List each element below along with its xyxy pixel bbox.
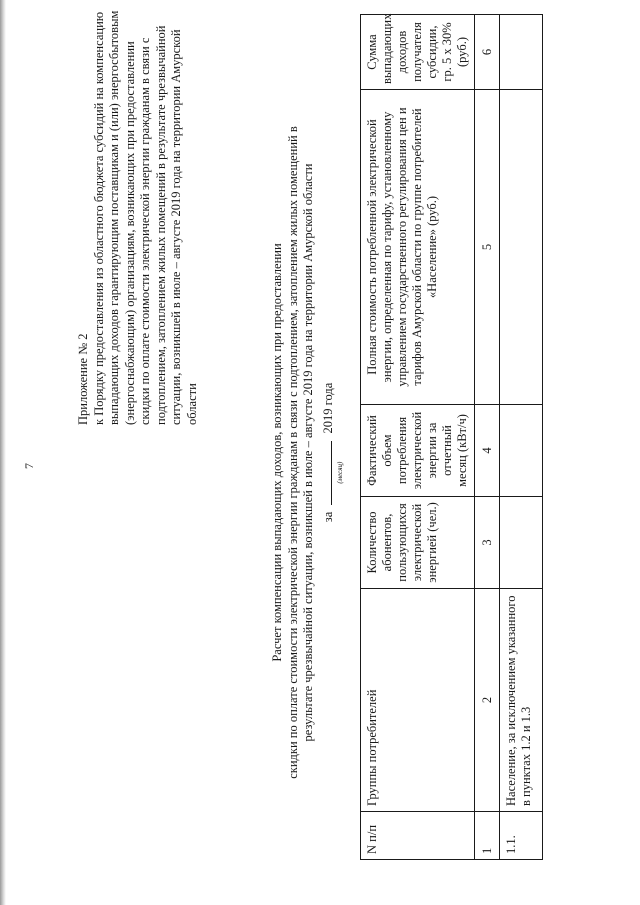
row-lost-income	[500, 15, 543, 90]
column-number: 6	[475, 15, 500, 90]
appendix-block	[76, 5, 200, 425]
column-number: 4	[475, 405, 500, 497]
table-row	[500, 15, 543, 860]
header-cell-consumption-volume: Фактический объем потребления электрической энергии за отчетный месяц (кВт/ч)	[361, 405, 475, 497]
period-month-hint: (месяц)	[336, 461, 344, 484]
column-number: 5	[475, 90, 500, 405]
header-cell-full-cost: Полная стоимость потребленной электрической энергии, определенная по тарифу, установленному управлением государственного регулирования цен и тарифов Амурской области по группе потребителей «Население» (руб.)	[361, 90, 475, 405]
calculation-title	[270, 0, 317, 905]
header-cell-number: N п/п	[361, 812, 475, 860]
calculation-title-line-2: скидки по оплате стоимости электрической энергии гражданам в связи с подтоплением, затоплением жилых помещений в	[285, 126, 300, 779]
appendix-text: к Порядку предоставления из областного бюджета субсидий на компенсацию выпадающих доходов гарантирующим поставщикам и (или) энергосбытовым (энергоснабжающим) организациям, возникающих при предоставлении скидки по оплате стоимости электрической энергии гражданам в связи с подтоплением, затоплением жилых помещений в результате чрезвычайной ситуации, возникшей в июле – августе 2019 года на территории Амурской области	[91, 10, 199, 425]
header-cell-lost-income: Сумма выпадающих доходов получателя субсидии, гр. 5 х 30% (руб.)	[361, 15, 475, 90]
row-consumption-volume	[500, 405, 543, 497]
period-line	[319, 0, 344, 905]
page-number: 7	[22, 463, 36, 469]
appendix-title: Приложение № 2	[76, 333, 90, 425]
period-prefix: за	[321, 511, 335, 523]
calculation-title-line-1: Расчет компенсации выпадающих доходов, возникающих при предоставлении	[270, 243, 284, 662]
header-cell-subscriber-count: Количество абонентов, пользующихся электрической энергией (чел.)	[361, 497, 475, 589]
row-full-cost	[500, 90, 543, 405]
period-suffix: 2019 года	[321, 382, 335, 434]
row-number: 1.1.	[500, 812, 543, 860]
column-number: 1	[475, 812, 500, 860]
compensation-table	[360, 14, 543, 860]
column-number-row	[475, 15, 500, 860]
column-number: 2	[475, 589, 500, 812]
column-number: 3	[475, 497, 500, 589]
calculation-title-line-3: результате чрезвычайной ситуации, возникшей в июле – августе 2019 года на территории Амурской области	[301, 163, 315, 742]
header-cell-consumer-groups: Группы потребителей	[361, 589, 475, 812]
period-month-blank	[319, 441, 344, 505]
row-consumer-group: Население, за исключением указанного в пунктах 1.2 и 1.3	[500, 589, 543, 812]
table-header-row	[361, 15, 475, 860]
row-subscriber-count	[500, 497, 543, 589]
